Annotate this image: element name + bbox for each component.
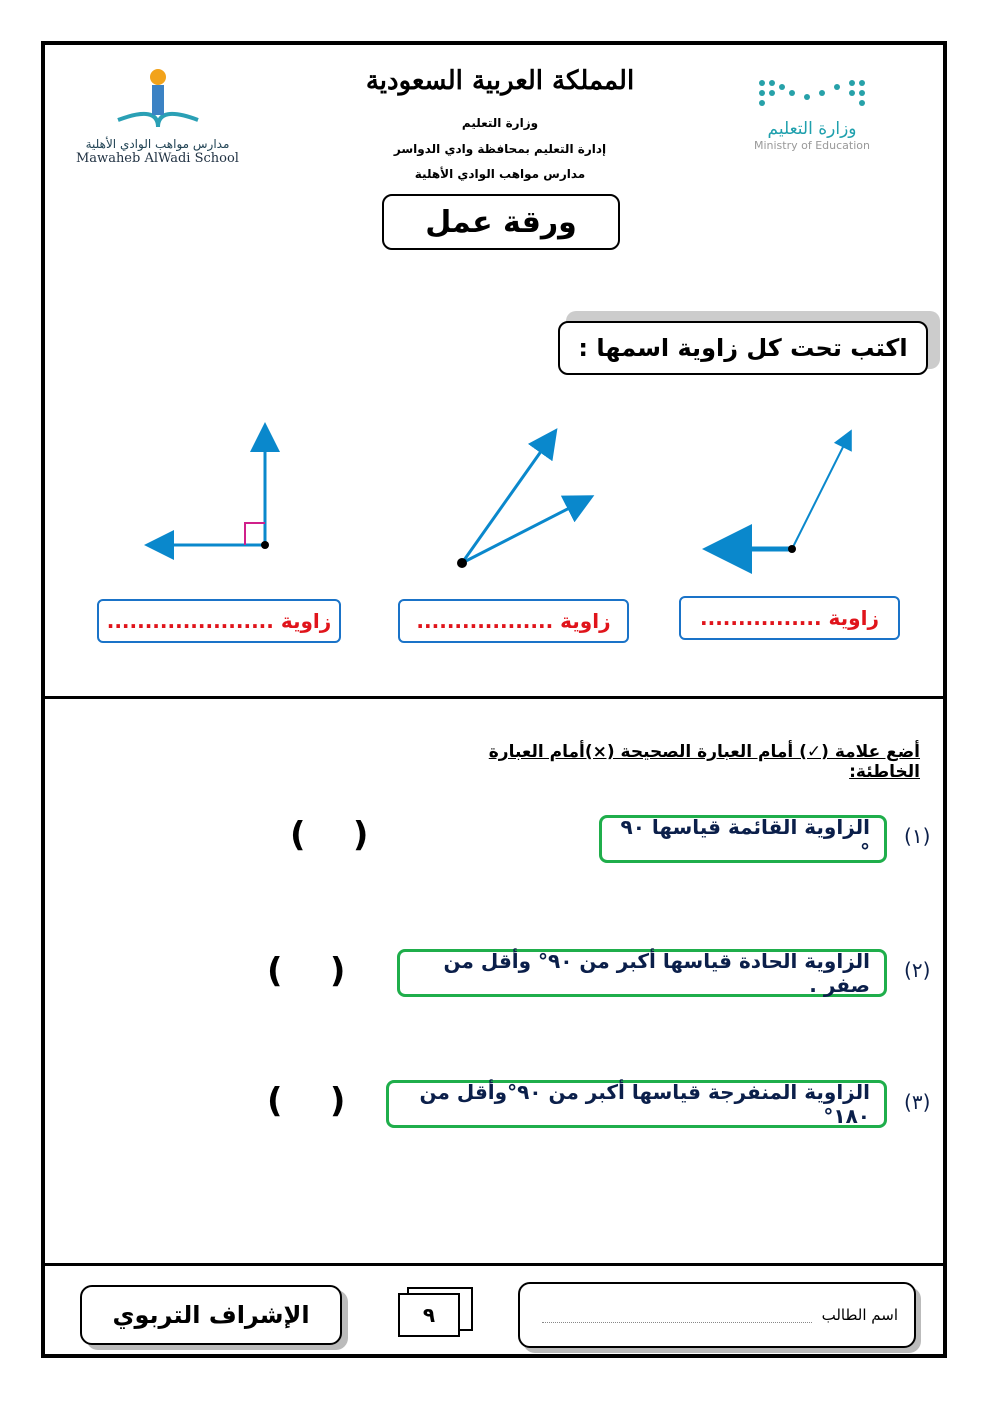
divider (41, 1263, 947, 1266)
section1-instruction: اكتب تحت كل زاوية اسمها : (558, 321, 928, 375)
item-number: (١) (904, 824, 931, 848)
obtuse-angle (712, 433, 850, 553)
answer-parentheses-1[interactable]: ( ) (290, 815, 369, 855)
answer-box-obtuse-angle[interactable]: زاوية ................ (679, 596, 900, 640)
worksheet-title: ورقة عمل (382, 194, 620, 250)
school-name-ar: مدارس مواهب الوادي الأهلية (85, 137, 230, 151)
item-number: (٢) (904, 958, 931, 982)
answer-box-acute-angle[interactable]: زاوية .................. (398, 599, 629, 643)
answer-parentheses-3[interactable]: ( ) (267, 1081, 346, 1121)
statement-3: الزاوية المنفرجة قياسها أكبر من ٩٠°وأقل من ١٨٠° (386, 1080, 887, 1128)
moe-name-en: Ministry of Education (753, 139, 870, 152)
section2-instruction: أضع علامة (✓) أمام العبارة الصحيحة (×)أمام العبارة الخاطئة: (488, 742, 920, 782)
answer-parentheses-2[interactable]: ( ) (267, 951, 346, 991)
ministry-line: وزارة التعليم (461, 116, 539, 130)
school-line: مدارس مواهب الوادي الأهلية (414, 167, 586, 181)
dots-icon (752, 75, 872, 115)
acute-angle (457, 433, 589, 568)
right-angle (150, 428, 269, 549)
school-name-en: Mawaheb AlWadi School (76, 151, 239, 166)
page-number: ٩ (398, 1293, 460, 1337)
supervision-label: الإشراف التربوي (80, 1285, 342, 1345)
answer-box-right-angle[interactable]: زاوية ...................... (97, 599, 341, 643)
admin-line: إدارة التعليم بمحافظة وادي الدواسر (393, 142, 607, 156)
kingdom-title: المملكة العربية السعودية (365, 66, 635, 96)
student-name-label: اسم الطالب (821, 1306, 898, 1324)
item-number: (٣) (904, 1090, 931, 1114)
statement-2: الزاوية الحادة قياسها أكبر من ٩٠° وأقل من صفر . (397, 949, 887, 997)
school-logo (60, 65, 255, 166)
moe-name-ar: وزارة التعليم (767, 119, 857, 139)
statement-1: الزاوية القائمة قياسها ٩٠ ° (599, 815, 887, 863)
name-line (542, 1308, 812, 1323)
student-name-field[interactable] (518, 1282, 916, 1348)
book-torch-icon (108, 65, 208, 133)
divider (41, 696, 947, 699)
angles-figure (0, 400, 992, 590)
moe-logo (722, 75, 902, 152)
